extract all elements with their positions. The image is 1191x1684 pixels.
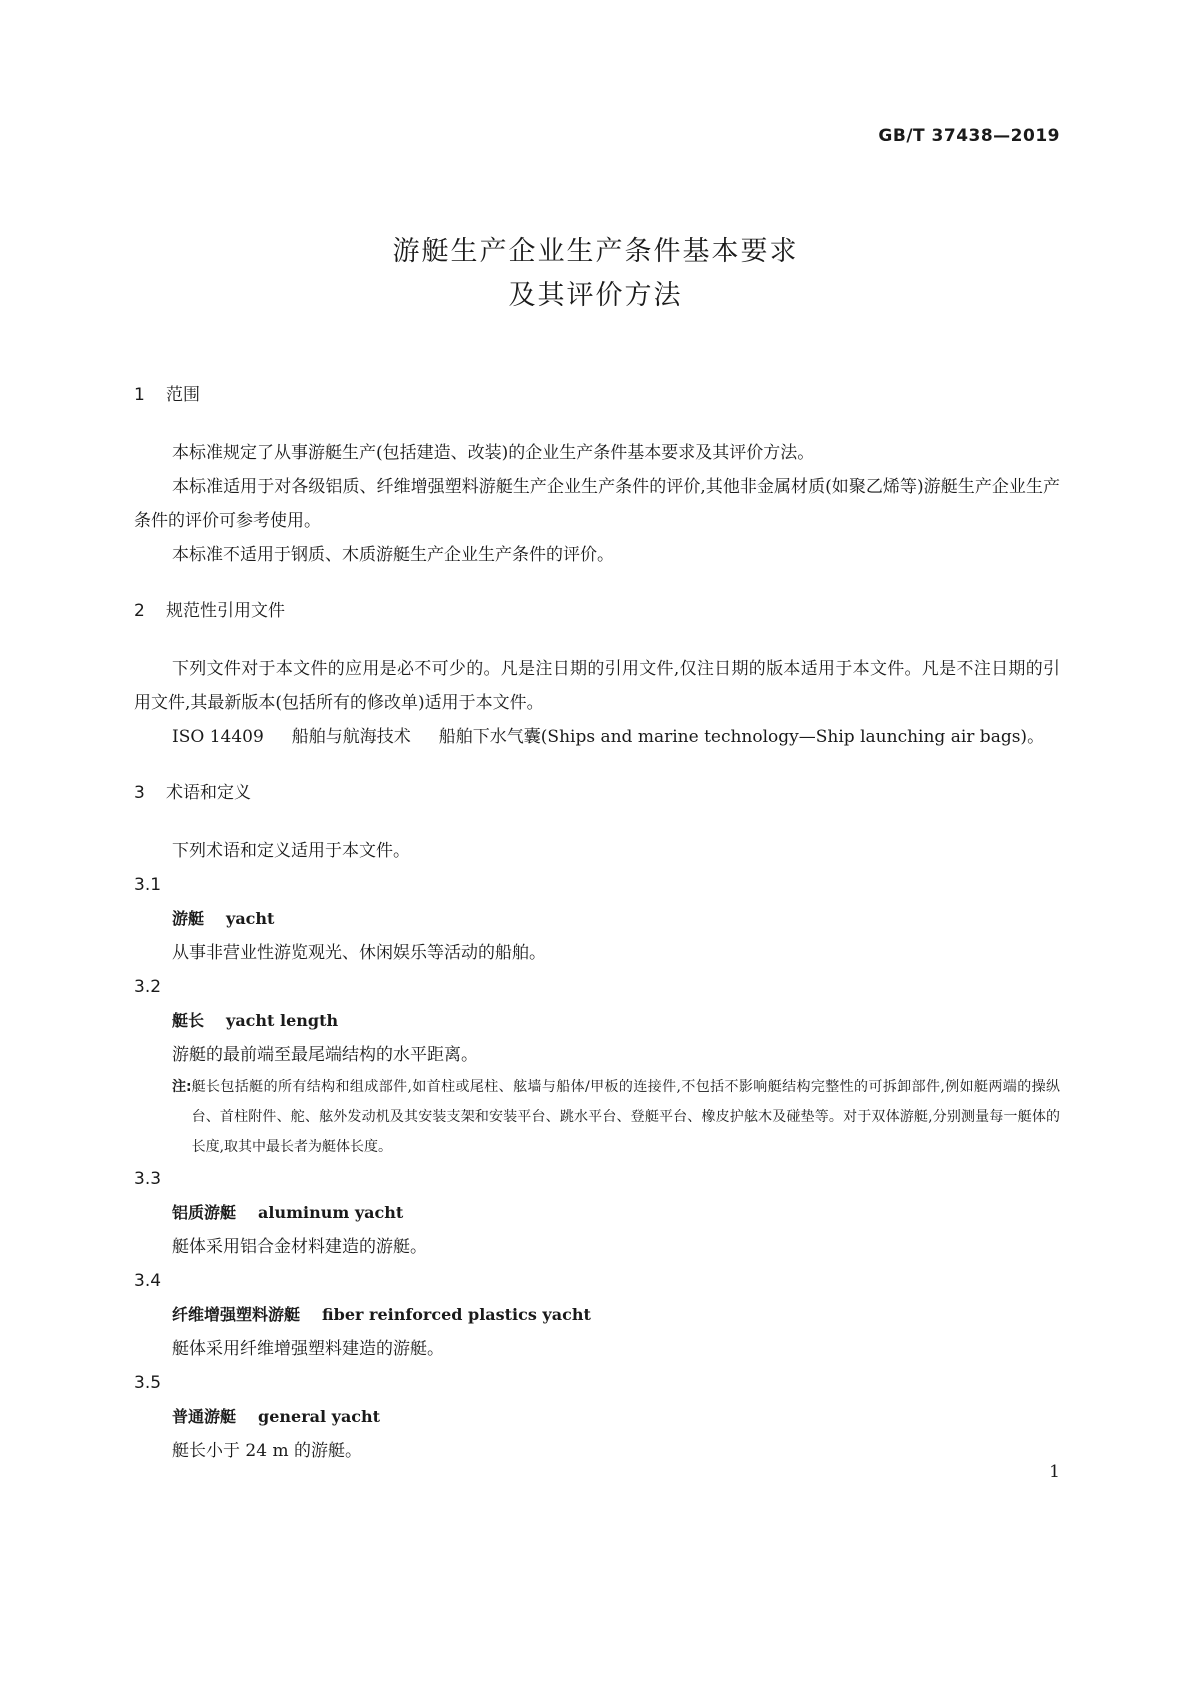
section-title: 规范性引用文件 [166, 601, 285, 621]
term-definition: 艇长小于 24 m 的游艇。 [172, 1441, 362, 1461]
document-title [0, 230, 1191, 318]
term-name [134, 1298, 1060, 1332]
term-name-cn: 普通游艇 [172, 1407, 237, 1426]
document-title-line-2: 及其评价方法 [508, 280, 683, 311]
term-number: 3.1 [134, 875, 162, 895]
section-title: 范围 [166, 385, 200, 405]
term-name-cn: 艇长 [172, 1011, 205, 1030]
term-name-en: aluminum yacht [258, 1203, 404, 1222]
document-body [134, 378, 1060, 1468]
standard-number: GB/T 37438—2019 [878, 126, 1060, 146]
term-number: 3.2 [134, 977, 162, 997]
normative-reference [134, 720, 1060, 754]
term-name-cn: 游艇 [172, 909, 205, 928]
term-number: 3.5 [134, 1373, 162, 1393]
paragraph: 本标准规定了从事游艇生产(包括建造、改装)的企业生产条件基本要求及其评价方法。 [172, 443, 815, 463]
section-title: 术语和定义 [166, 783, 251, 803]
section-heading-normative-references [134, 594, 1060, 628]
term-note [134, 1072, 1060, 1162]
term-name [134, 902, 1060, 936]
section-heading-scope [134, 378, 1060, 412]
term-name-en: yacht [226, 909, 275, 928]
section-number: 1 [134, 385, 145, 405]
term-name [134, 1196, 1060, 1230]
section-heading-terms [134, 776, 1060, 810]
paragraph: 下列术语和定义适用于本文件。 [172, 841, 410, 861]
term-number: 3.3 [134, 1169, 162, 1189]
term-name-cn: 纤维增强塑料游艇 [172, 1305, 301, 1324]
paragraph: 下列文件对于本文件的应用是必不可少的。凡是注日期的引用文件,仅注日期的版本适用于本文件。凡是不注日期的引用文件,其最新版本(包括所有的修改单)适用于本文件。 [134, 659, 1060, 713]
section-number: 3 [134, 783, 145, 803]
paragraph: 本标准适用于对各级铝质、纤维增强塑料游艇生产企业生产条件的评价,其他非金属材质(如聚乙烯等)游艇生产企业生产条件的评价可参考使用。 [134, 477, 1060, 531]
term-name-cn: 铝质游艇 [172, 1203, 237, 1222]
note-label: 注: [172, 1079, 192, 1095]
term-name-en: yacht length [226, 1011, 339, 1030]
reference-title-part-1: 船舶与航海技术 [291, 727, 411, 747]
term-definition: 艇体采用纤维增强塑料建造的游艇。 [172, 1339, 444, 1359]
note-text: 艇长包括艇的所有结构和组成部件,如首柱或尾柱、舷墙与船体/甲板的连接件,不包括不影响艇结构完整性的可拆卸部件,例如艇两端的操纵台、首柱附件、舵、舷外发动机及其安装支架和安装平台、跳水平台、登艇平台、橡皮护舷木及碰垫等。对于双体游艇,分别测量每一艇体的长度,取其中最长者为艇体长度。 [191, 1079, 1060, 1155]
term-name [134, 1004, 1060, 1038]
term-name-en: general yacht [258, 1407, 381, 1426]
term-name-en: fiber reinforced plastics yacht [322, 1305, 591, 1324]
reference-title-part-2: 船舶下水气囊(Ships and marine technology—Ship launching air bags)。 [438, 727, 1045, 747]
reference-code: ISO 14409 [172, 727, 264, 747]
paragraph: 本标准不适用于钢质、木质游艇生产企业生产条件的评价。 [172, 545, 614, 565]
term-name [134, 1400, 1060, 1434]
page-number: 1 [1049, 1462, 1060, 1482]
document-title-line-1: 游艇生产企业生产条件基本要求 [392, 236, 799, 267]
term-definition: 艇体采用铝合金材料建造的游艇。 [172, 1237, 427, 1257]
term-number: 3.4 [134, 1271, 162, 1291]
term-definition: 从事非营业性游览观光、休闲娱乐等活动的船舶。 [172, 943, 546, 963]
term-definition: 游艇的最前端至最尾端结构的水平距离。 [172, 1045, 478, 1065]
section-number: 2 [134, 601, 145, 621]
